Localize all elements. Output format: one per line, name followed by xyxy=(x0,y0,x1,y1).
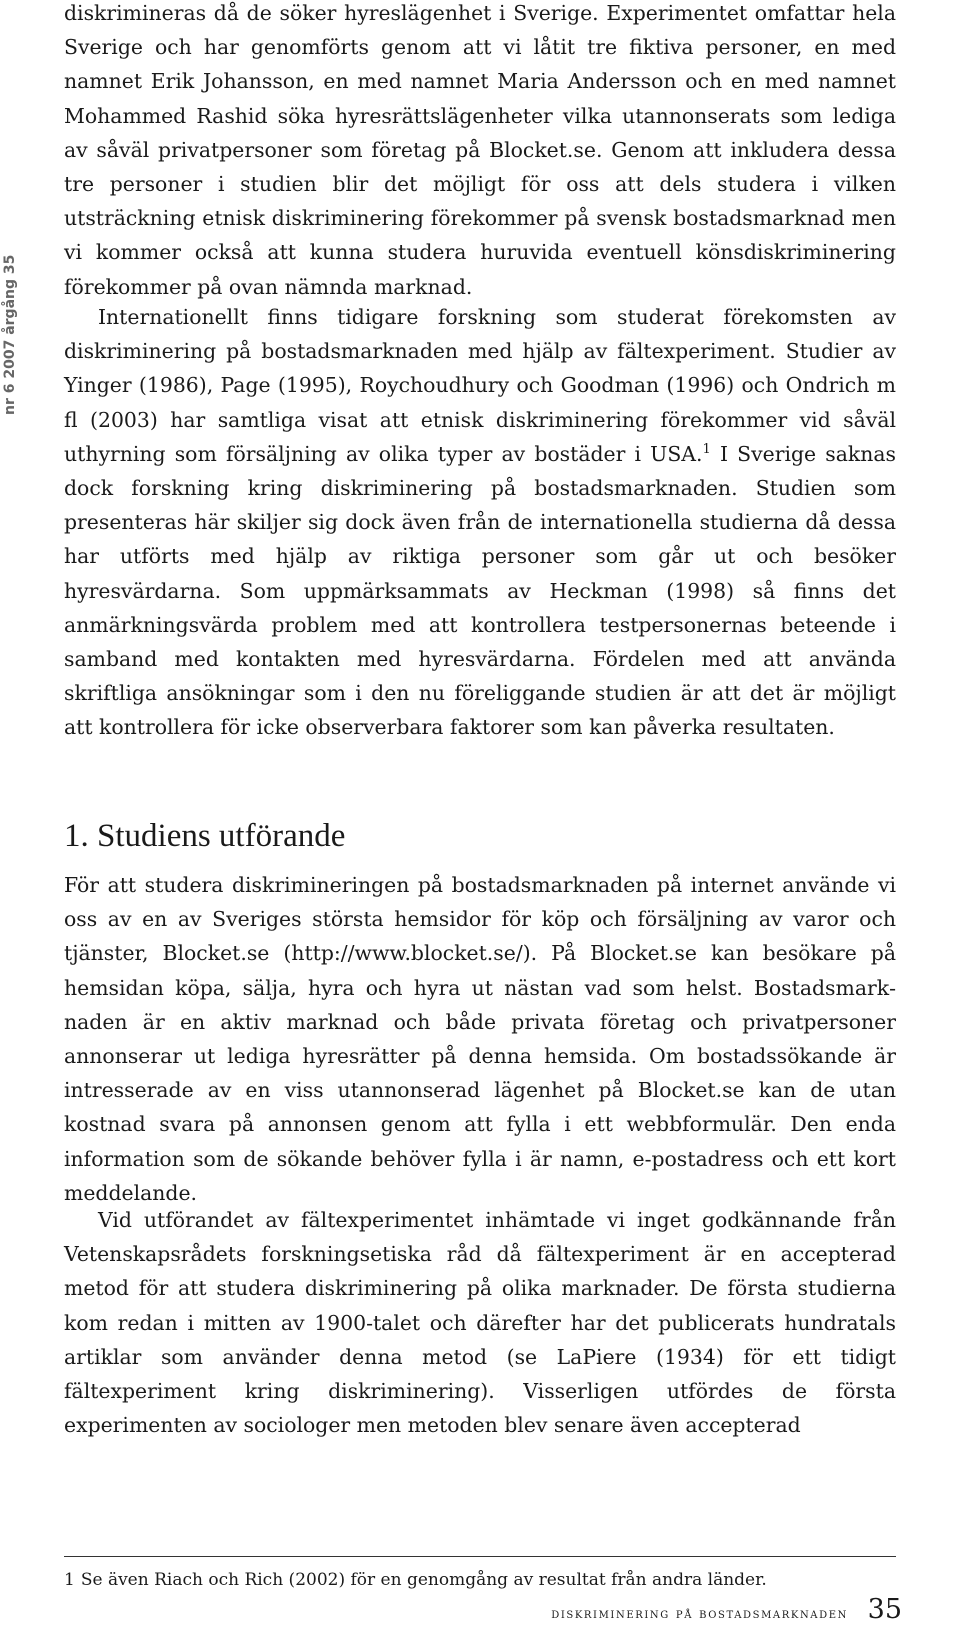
footnote-mark: 1 xyxy=(64,1570,75,1590)
paragraph-method-2: Vid utförandet av fältexperimentet inhämtade vi inget godkännande från Vetenskapsrådets forskningsetiska råd då fältexperiment är en accepterad metod för att studera diskriminering på olika marknader. De första studierna kom redan i mitten av 1900-talet och därefter har det publicerats hundratals artiklar som använder denna metod (se LaPiere (1934) för ett tidigt fältexperiment kring diskriminering). Visserligen utfördes de första experimenten av sociologer men metoden blev senare även accepterad xyxy=(64,1208,896,1438)
journal-issue-label: nr 6 2007 årgång 35 xyxy=(2,255,18,416)
paragraph-international-text-a: Internationellt finns tidigare forskning som studerat förekomsten av diskriminering på bostadsmarknaden med hjälp av fältexperiment. Studier av Yinger (1986), Page (1995), Roychoudhury och Goodman (1996) och Ondrich m fl (2003) har samtliga visat att etnisk diskriminering förekommer vid såväl uthyrning som försäljning av olika typer av bostäder i USA. xyxy=(64,305,896,466)
footnote-divider xyxy=(64,1556,896,1557)
footnote-reference[interactable]: 1 xyxy=(702,442,711,458)
section-heading: 1. Studiens utförande xyxy=(64,818,346,854)
paragraph-intro: diskrimineras då de söker hyreslägenhet i Sverige. Experimentet omfattar hela Sverige och har genomförts genom att vi låtit tre fiktiva personer, en med namnet Erik Johansson, en med namnet Maria Andersson och en med namnet Mohammed Rashid söka hyresrättslägenheter vilka utannonserats som lediga av såväl privatpersoner som företag på Blocket.se. Genom att inkludera dessa tre personer i studien blir det möjligt för oss att dels studera i vilken utsträckning etnisk diskriminering förekommer på svensk bostadsmarknad men vi kommer också att kunna studera huruvida eventuell könsdiskriminering förekommer på ovan nämnda marknad. xyxy=(64,1,896,299)
paragraph-international-research xyxy=(64,300,896,745)
running-footer: diskriminering på bostadsmarknaden xyxy=(551,1606,848,1622)
footnote-text: Se även Riach och Rich (2002) för en genomgång av resultat från andra länder. xyxy=(80,1570,767,1590)
page-number: 35 xyxy=(867,1594,902,1625)
paragraph-method-1: För att studera diskrimineringen på bostadsmarknaden på internet använde vi oss av en av Sveriges största hemsidor för köp och försäljning av varor och tjänster, Blocket.se (http://www.blocket.se/). På Blocket.se kan besökare på hemsidan köpa, sälja, hyra och hyra ut nästan vad som helst. Bostadsmarknaden är en aktiv marknad och både privata företag och privatpersoner annonserar ut lediga hyresrätter på denna hemsida. Om bostadssökande är intresserade av en viss utannonserad lägenhet på Blocket.se kan de utan kostnad svara på annonsen genom att fylla i ett webbformulär. Den enda information som de sökande behöver fylla i är namn, e-postadress och ett kort meddelande. xyxy=(64,873,896,1205)
footnote xyxy=(64,1568,896,1592)
paragraph-international-text-b: I Sverige saknas dock forskning kring diskriminering på bostadsmarknaden. Studien som presenteras här skiljer sig dock även från de internationella studierna då dessa har utförts med hjälp av riktiga personer som går ut och besöker hyresvärdarna. Som uppmärksammats av Heckman (1998) så finns det anmärkningsvärda problem med att kontrollera testpersonernas beteende i samband med kontakten med hyresvärdarna. Fördelen med att använda skriftliga ansökningar som i den nu föreliggande studien är att det är möjligt att kontrollera för icke observerbara faktorer som kan påverka resultaten. xyxy=(64,441,896,740)
